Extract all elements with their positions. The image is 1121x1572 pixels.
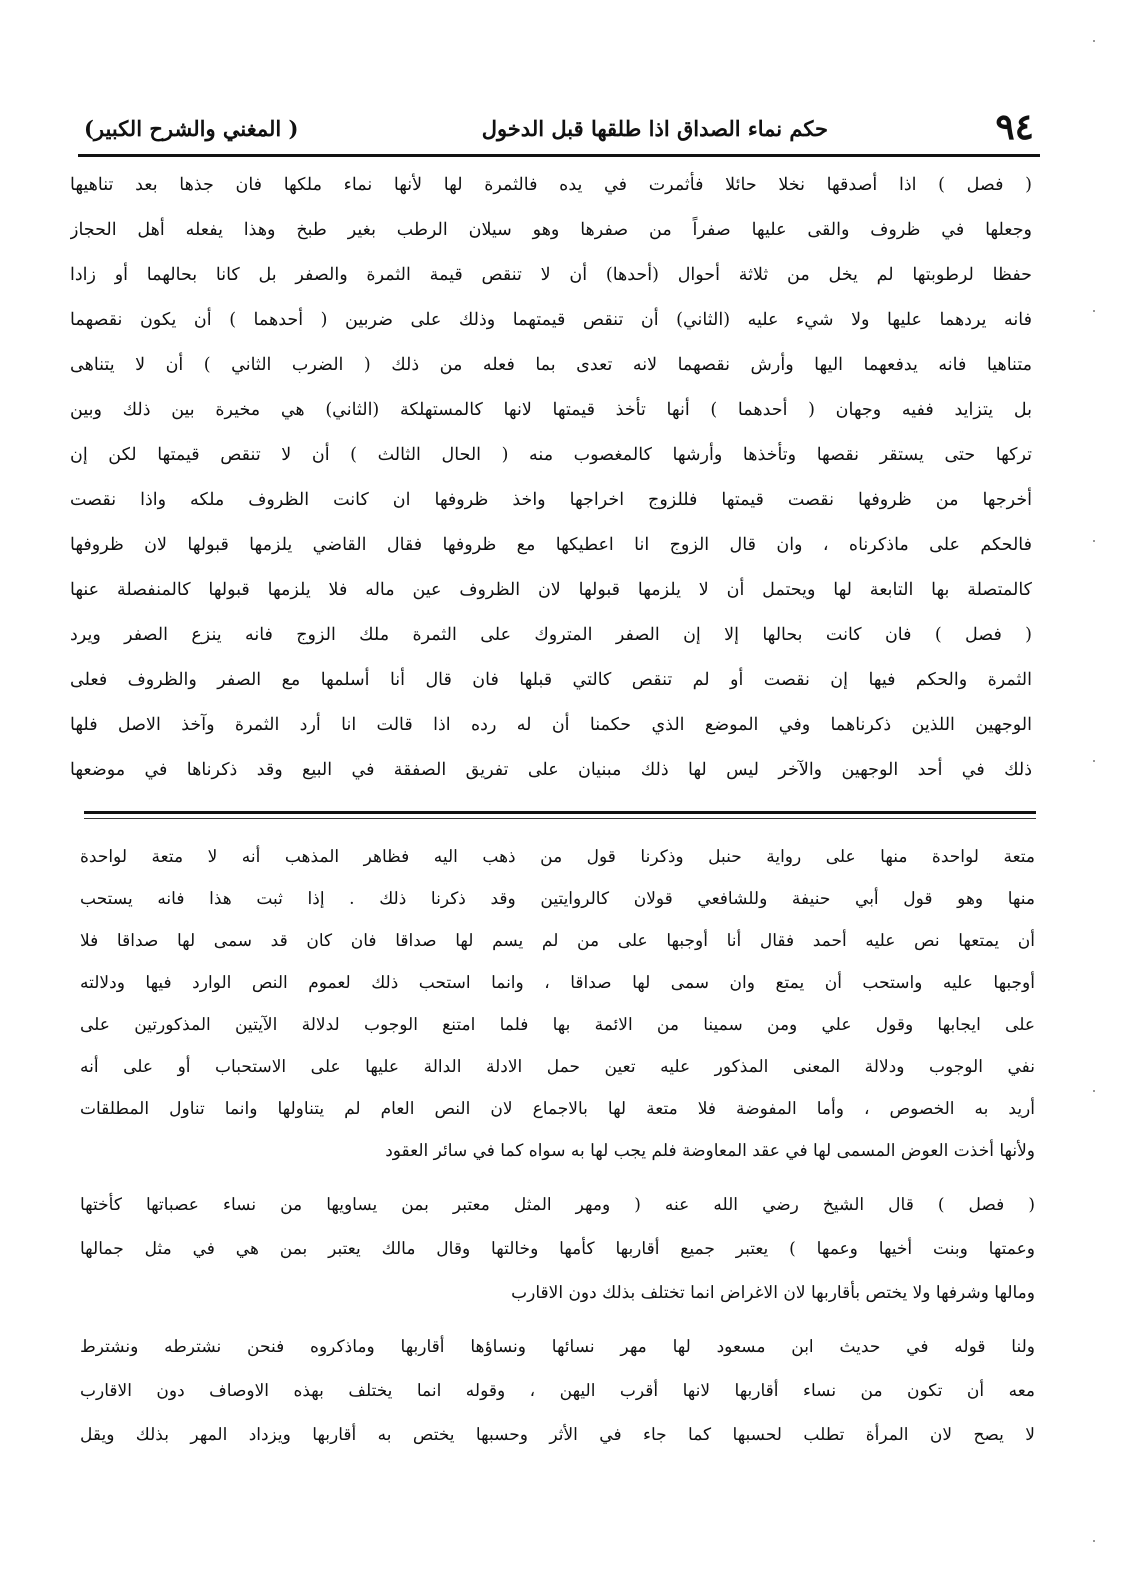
page-header: [78, 106, 1040, 158]
footnote-line: ( فصل ) قال الشيخ رضي الله عنه ( ومهر المثل معتبر بمن يساويها من نساء عصباتها كأختها: [80, 1195, 1035, 1215]
main-line: الثمرة والحكم فيها إن نقصت أو لم تنقص كالتي قبلها فان قال أنا أسلمها مع الصفر والظروف فعلى: [70, 670, 1032, 690]
main-line: كالمتصلة بها التابعة لها ويحتمل أن لا يلزمها قبولها لان الظروف عين ماله فلا يلزمها قبولها كالمنفصلة عنها: [70, 580, 1032, 600]
main-line: فانه يردهما عليها ولا شيء عليه (الثاني) أن تنقص قيمتهما وذلك على ضربين ( أحدهما ) أن يكون نقصهما: [70, 310, 1032, 330]
main-line: ( فصل ) اذا أصدقها نخلا حائلا فأثمرت في يده فالثمرة لها لأنها نماء ملكها فان جذها بعد تناهيها: [70, 175, 1032, 195]
footnote-line: وعمتها وبنت أخيها وعمها ) يعتبر جميع أقاربها كأمها وخالتها وقال مالك يعتبر بمن هي في مثل جمالها: [80, 1239, 1035, 1259]
footnote-line: ولنا قوله في حديث ابن مسعود لها مهر نسائها ونساؤها أقاربها وماذكروه فنحن نشترطه ونشترط: [80, 1337, 1035, 1357]
book-title: ( المغني والشرح الكبير): [84, 116, 299, 141]
main-line: ( فصل ) فان كانت بحالها إلا إن الصفر المتروك على الثمرة ملك الزوج فانه ينزع الصفر ويرد: [70, 625, 1032, 645]
main-line: ذلك في أحد الوجهين والآخر ليس لها ذلك مبنيان على تفريق الصفقة في البيع وقد ذكرناها في موضعها: [70, 760, 1032, 780]
footnote-line: ومالها وشرفها ولا يختص بأقاربها لان الاغراض انما تختلف بذلك دون الاقارب: [511, 1283, 1035, 1303]
main-line: حفظا لرطوبتها لم يخل من ثلاثة أحوال (أحدها) أن لا تنقص قيمة الثمرة والصفر بل كانا بحالهما أو زادا: [70, 265, 1032, 285]
footnote-separator-thin: [84, 818, 1036, 819]
footnote-line: منها وهو قول أبي حنيفة وللشافعي قولان كالروايتين وقد ذكرنا ذلك . إذا ثبت هذا فانه يستحب: [80, 889, 1035, 909]
footnote-line: أريد به الخصوص ، وأما المفوضة فلا متعة لها بالاجماع لان النص العام لم يتناولها وانما تناول المطلقات: [80, 1099, 1035, 1119]
main-line: الوجهين اللذين ذكرناهما وفي الموضع الذي حكمنا أن له رده اذا قالت انا أرد الثمرة وآخذ الاصل فلها: [70, 715, 1032, 735]
footnote-line: لا يصح لان المرأة تطلب لحسبها كما جاء في الأثر وحسبها يختص به أقاربها ويزداد المهر بذلك ويقل: [80, 1425, 1035, 1445]
main-line: فالحكم على ماذكرناه ، وان قال الزوج انا اعطيكها مع ظروفها فقال القاضي يلزمها قبولها لان ظروفها: [70, 535, 1032, 555]
main-line: تركها حتى يستقر نقصها وتأخذها وأرشها كالمغصوب منه ( الحال الثالث ) أن لا تنقص قيمتها لكن إن: [70, 445, 1032, 465]
main-line: وجعلها في ظروف والقى عليها صفراً من صفرها وهو سيلان الرطب بغير طبخ وهذا يفعله أهل الحجاز: [70, 220, 1032, 240]
running-title: حكم نماء الصداق اذا طلقها قبل الدخول: [481, 116, 828, 141]
footnote-separator: [84, 811, 1036, 814]
footnote-line: أن يمتعها نص عليه أحمد فقال أنا أوجبها على من لم يسم لها صداقا فان كان قد سمى لها صداقا فلا: [80, 931, 1035, 951]
footnote-line: معه أن تكون من نساء أقاربها لانها أقرب اليهن ، وقوله انما يختلف بهذه الاوصاف دون الاقارب: [80, 1381, 1035, 1401]
header-rule: [78, 154, 1040, 157]
main-line: أخرجها من ظروفها نقصت قيمتها فللزوج اخراجها واخذ ظروفها ان كانت الظروف ملكه واذا نقصت: [70, 490, 1032, 510]
scan-margin-specks: [1089, 0, 1095, 1572]
page-number: ٩٤: [995, 106, 1034, 148]
main-line: بل يتزايد ففيه وجهان ( أحدهما ) أنها تأخذ قيمتها لانها كالمستهلكة (الثاني) هي مخيرة بين ذلك وبين: [70, 400, 1032, 420]
main-line: متناهيا فانه يدفعهما اليها وأرش نقصهما لانه تعدى بما فعله من ذلك ( الضرب الثاني ) أن لا يتناهى: [70, 355, 1032, 375]
footnote-line: أوجبها عليه واستحب أن يمتع وان سمى لها صداقا ، وانما استحب ذلك لعموم النص الوارد فيها ودلالته: [80, 973, 1035, 993]
footnote-line: على ايجابها وقول علي ومن سمينا من الائمة بها فلما امتنع الوجوب لدلالة الآيتين المذكورتين على: [80, 1015, 1035, 1035]
footnote-line: ولأنها أخذت العوض المسمى لها في عقد المعاوضة فلم يجب لها به سواه كما في سائر العقود: [385, 1141, 1035, 1161]
footnote-line: نفي الوجوب ودلالة المعنى المذكور عليه تعين حمل الادلة الدالة عليها على الاستحباب أو على أنه: [80, 1057, 1035, 1077]
footnote-line: متعة لواحدة منها على رواية حنبل وذكرنا قول من ذهب اليه فظاهر المذهب أنه لا متعة لواحدة: [80, 847, 1035, 867]
